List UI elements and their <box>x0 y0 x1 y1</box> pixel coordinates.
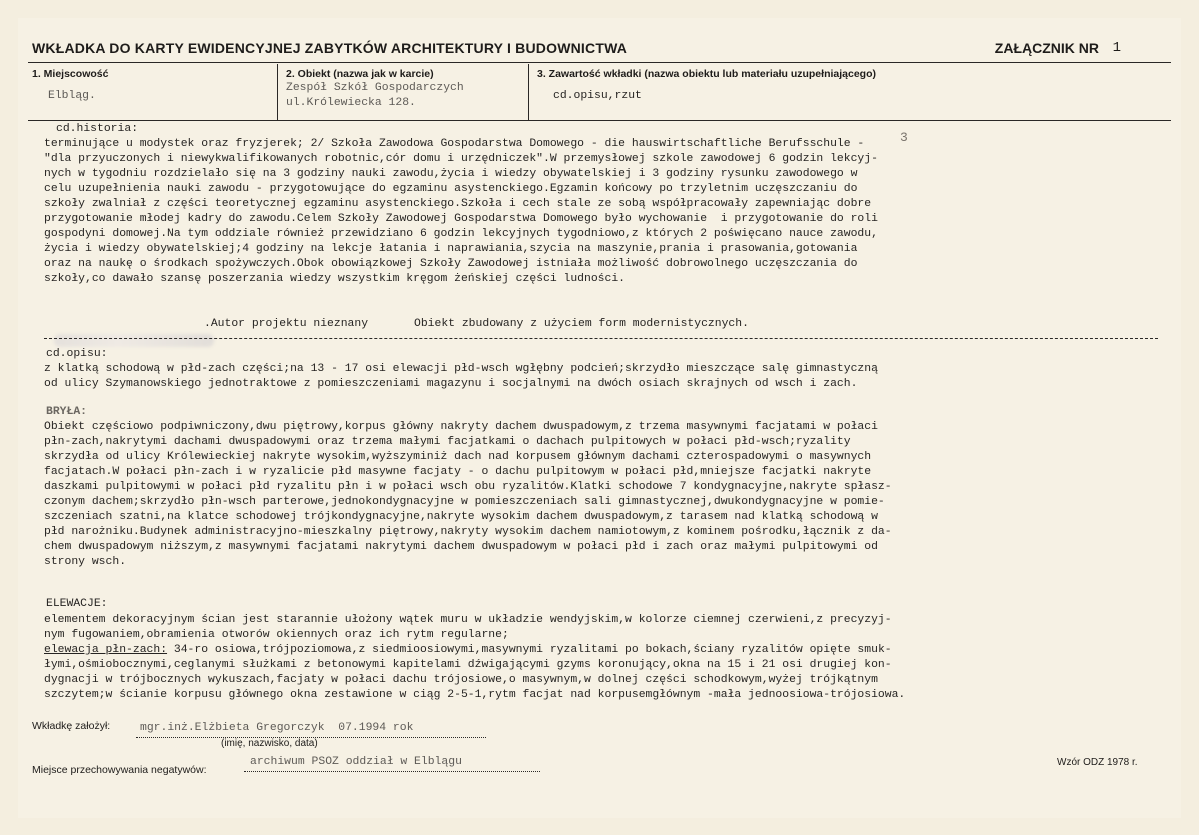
fields-bottom-rule <box>28 120 1171 121</box>
historia-line: nych w tygodniu rozdzielało się na 3 godziny nauki zawodu,życia i wiedzy obywatelskiej i 3 godziny rysunku zawodowego w <box>44 168 858 181</box>
bryla-line: strony wsch. <box>44 556 127 569</box>
bryla-heading <box>46 405 87 420</box>
pln-zach-line: szczytem;w ścianie korpusu głównego okna zestawione w ciąg 2-5-1,rytm facjat nad korpusemgłównym -mała jednoosiowa-trójosiowa. <box>44 689 906 702</box>
bryla-line: płd narożniku.Budynek administracyjno-mieszkalny piętrowy,nakryty wysokim dachem namiotowym,z kominem pośrodku,łącznik z da- <box>44 526 892 539</box>
historia-line: szkoły,co dawało szansę poszerzania wiedzy wszystkim kręgom żeńskiej części ludności. <box>44 273 626 286</box>
field-2-value-line1: Zespół Szkół Gospodarczych <box>286 82 464 94</box>
record-card <box>18 18 1181 818</box>
pln-zach-block <box>44 643 905 703</box>
field-divider-1 <box>277 64 278 120</box>
field-2-value-line2: ul.Królewiecka 128. <box>286 97 416 109</box>
field-3-value: cd.opisu,rzut <box>553 90 642 102</box>
section-dashed-rule <box>44 338 1158 339</box>
historia-heading-text: cd.historia: <box>56 123 139 135</box>
opis-heading-text: cd.opisu: <box>46 348 108 360</box>
bryla-line: czonym dachem;skrzydło płn-wsch parterowe,jednokondygnacyjne w pomieszczeniach sali gimnastycznej,dwukondygnacyjne w pomie- <box>44 496 885 509</box>
pln-zach-line: dygnacji w trójbocznych wykuszach,facjaty w połaci dachu trójosiowe,o masywnym,w dolnej części schodkowym,wyżej trójkątnym <box>44 674 878 687</box>
page-number-mark: 3 <box>900 130 908 145</box>
bryla-heading-text: BRYŁA: <box>46 406 88 418</box>
bryla-line: skrzydła od ulicy Królewieckiej nakryte wysokim,wyższyminiż dach nad korpusem głównym dachami czterospadowymi o masywnych <box>44 451 872 464</box>
historia-line: życia i wiedzy obywatelskiej;4 godziny na lekcje łatania i naprawiania,szycia na maszynie,prania i prasowania,gotowania <box>44 243 858 256</box>
bryla-line: daszkami pulpitowymi w połaci płd ryzalitu płn i w połaci wsch obu ryzalitów.Klatki schodowe 7 kondygnacyjne,nakryte spłasz- <box>44 481 892 494</box>
historia-line: "dla przyuczonych i niewykwalifikowanych robotnic,cór domu i urzędniczek".W przemysłowej szkole zawodowej 6 godzin lekcyj- <box>44 153 878 166</box>
bryla-line: płn-zach,nakrytymi dachami dwuspadowymi oraz trzema małymi facjatkami o dachach pulpitowych w połaci płd-wsch;ryzality <box>44 436 851 449</box>
pln-zach-line: łymi,ośmiobocznymi,ceglanymi służkami z betonowymi kapitelami dźwigającymi gzyms koronujący,okna na 15 i 21 osi drugiej kon- <box>44 659 892 672</box>
author-caption: (imię, nazwisko, data) <box>221 738 318 749</box>
historia-line: przygotowanie młodej kadry do zawodu.Celem Szkoły Zawodowej Gospodarstwa Domowego było wychowanie i przygotowanie do roli <box>44 213 878 226</box>
bryla-line: facjatach.W połaci płn-zach i w ryzalicie płd masywne facjaty - o dachu pulpitowym w połaci płd,mniejsze facjatki nakryte <box>44 466 872 479</box>
field-1-label: 1. Miejscowość <box>32 68 109 80</box>
elewacje-line: nym fugowaniem,obramienia otworów okiennych oraz ich rytm regularne; <box>44 629 509 642</box>
attachment-number: 1 <box>1112 40 1121 56</box>
storage-value: archiwum PSOZ oddział w Elblągu <box>250 756 462 768</box>
opis-text <box>44 362 878 392</box>
author-note: .Autor projektu nieznany <box>204 318 369 330</box>
redacted-text <box>54 334 214 347</box>
historia-line: szkoły zwalniał z części teoretycznej egzaminu asystenckiego.Szkoła i cech stale ze sobą współpracowały zapewniając dobre <box>44 198 872 211</box>
elewacje-line: elementem dekoracyjnym ścian jest starannie ułożony wątek muru w układzie wendyjskim,w kolorze ciemnej czerwieni,z precyzyj- <box>44 614 892 626</box>
bryla-line: szczeniach szatni,na klatce schodowej trójkondygnacyjne,nakryte wysokim dachem dwuspadowym,z tarasem nad klatką schodową w <box>44 511 878 524</box>
opis-line: z klatką schodową w płd-zach części;na 13 - 17 osi elewacji płd-wsch wgłębny podcień;skrzydło mieszczące salę gimnastyczną <box>44 363 878 375</box>
author-label: Wkładkę założył: <box>32 720 111 732</box>
elewacje-heading <box>46 597 108 612</box>
field-1-value: Elbląg. <box>48 90 96 102</box>
attachment-label: ZAŁĄCZNIK NR <box>994 40 1099 56</box>
historia-line: celu uzupełnienia nauki zawodu - przygotowujące do egzaminu asystenckiego.Egzamin końcowy po trzyletnim uczęszczaniu do <box>44 183 858 196</box>
style-note: Obiekt zbudowany z użyciem form modernistycznych. <box>414 318 749 330</box>
field-divider-2 <box>528 64 529 120</box>
historia-heading <box>56 122 138 137</box>
field-2-label: 2. Obiekt (nazwa jak w karcie) <box>286 68 434 80</box>
bryla-text <box>44 420 892 570</box>
historia-line: oraz na naukę o środkach spożywczych.Obok obowiązkowej Szkoły Zawodowej istniała możliwość dobrowolnego uczęszczania do <box>44 258 858 271</box>
storage-label: Miejsce przechowywania negatywów: <box>32 764 207 776</box>
historia-line: terminujące u modystek oraz fryzjerek; 2/ Szkoła Zawodowa Gospodarstwa Domowego - die hauswirtschaftliche Berufsschule - <box>44 138 865 150</box>
template-label: Wzór ODZ 1978 r. <box>1057 757 1138 768</box>
elewacje-text <box>44 613 892 643</box>
author-value: mgr.inż.Elżbieta Gregorczyk 07.1994 rok <box>140 722 414 734</box>
bryla-line: Obiekt częściowo podpiwniczony,dwu piętrowy,korpus główny nakryty dachem dwuspadowym,z trzema masywnymi facjatami w połaci <box>44 421 878 433</box>
bryla-line: chem dwuspadowym niższym,z masywnymi facjatami nakrytymi dachem dwuspadowym w połaci płd i zach oraz małymi pulpitowymi od <box>44 541 878 554</box>
storage-underline <box>244 771 540 772</box>
header-rule <box>28 62 1171 63</box>
document-title: WKŁADKA DO KARTY EWIDENCYJNEJ ZABYTKÓW ARCHITEKTURY I BUDOWNICTWA <box>32 40 628 56</box>
historia-text <box>44 137 878 287</box>
opis-heading <box>46 347 108 362</box>
historia-line: gospodyni domowej.Na tym oddziale również przewidziano 6 godzin lekcyjnych tygodniowo,z których 2 poświęcano nauce zawodu, <box>44 228 878 241</box>
opis-line: od ulicy Szymanowskiego jednotraktowe z pomieszczeniami magazynu i socjalnymi na dwóch osiach skrajnych od wsch i zach. <box>44 378 858 391</box>
pln-zach-first-line: 34-ro osiowa,trójpoziomowa,z siedmioosiowymi,masywnymi ryzalitami po bokach,ściany ryzalitów opięte smuk- <box>167 644 892 656</box>
pln-zach-label: elewacja płn-zach: <box>44 644 168 656</box>
field-3-label: 3. Zawartość wkładki (nazwa obiektu lub materiału uzupełniającego) <box>537 68 876 80</box>
elewacje-heading-text: ELEWACJE: <box>46 598 108 610</box>
